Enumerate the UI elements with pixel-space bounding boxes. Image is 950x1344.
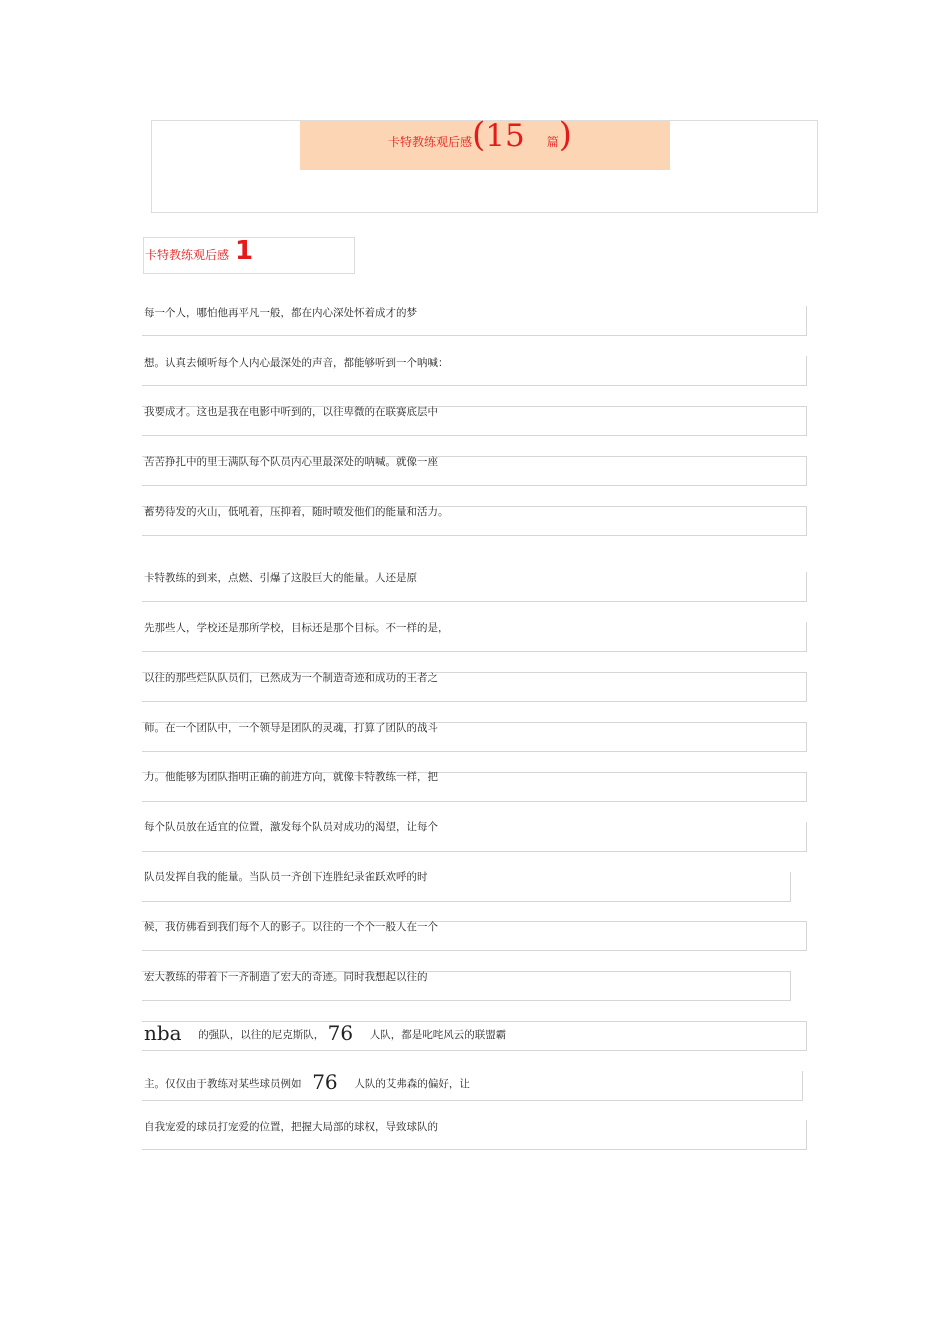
inline-text: 主。仅仅由于教练对某些球员例如 xyxy=(144,1078,302,1090)
body-line: 宏大教练的带着下一齐制造了宏大的奇迹。同时我想起以往的 xyxy=(144,971,428,983)
section-number: 1 xyxy=(235,236,254,266)
body-line: 蓄势待发的火山，低吼着，压抑着，随时喷发他们的能量和活力。 xyxy=(144,506,449,518)
inline-large-number: 76 xyxy=(327,1021,354,1045)
body-line: 卡特教练的到来，点燃、引爆了这股巨大的能量。人还是原 xyxy=(144,572,417,584)
section-heading xyxy=(145,236,253,266)
body-line: 师。在一个团队中，一个领导是团队的灵魂，打算了团队的战斗 xyxy=(144,722,438,734)
body-line: 每个队员放在适宜的位置，激发每个队员对成功的渴望，让每个 xyxy=(144,821,438,833)
title-close-paren: ) xyxy=(558,115,573,155)
section-label: 卡特教练观后感 xyxy=(145,248,230,262)
inline-text: 人队的艾弗森的偏好，让 xyxy=(354,1078,470,1090)
inline-large-text: nba xyxy=(144,1021,182,1045)
body-line: 想。认真去倾听每个人内心最深处的声音，都能够听到一个呐喊： xyxy=(144,357,449,369)
title-open-paren: ( xyxy=(472,115,486,155)
body-line: 先那些人，学校还是那所学校，目标还是那个目标。不一样的是， xyxy=(144,622,449,634)
body-line: 每一个人，哪怕他再平凡一般，都在内心深处怀着成才的梦 xyxy=(144,307,417,319)
body-line: 自我宠爱的球员打宠爱的位置，把握大局部的球权，导致球队的 xyxy=(144,1121,438,1133)
title-unit: 篇 xyxy=(546,135,559,149)
inline-text: 的强队，以往的尼克斯队， xyxy=(198,1029,325,1041)
inline-large-number: 76 xyxy=(312,1070,338,1094)
title-count: 15 xyxy=(485,118,525,154)
body-line: 苦苦挣扎中的里士满队每个队员内心里最深处的呐喊。就像一座 xyxy=(144,456,438,468)
body-line xyxy=(144,1021,507,1045)
title-prefix: 卡特教练观后感 xyxy=(388,135,473,149)
inline-text: 人队，都是叱咤风云的联盟霸 xyxy=(369,1029,507,1041)
body-line: 以往的那些烂队队员们，已然成为一个制造奇迹和成功的王者之 xyxy=(144,672,438,684)
body-line: 我要成才。这也是我在电影中听到的，以往卑微的在联赛底层中 xyxy=(144,406,438,418)
body-line: 队员发挥自我的能量。当队员一齐创下连胜纪录雀跃欢呼的时 xyxy=(144,871,428,883)
document-title xyxy=(388,115,573,155)
body-line: 力。他能够为团队指明正确的前进方向，就像卡特教练一样，把 xyxy=(144,771,438,783)
body-line: 候，我仿佛看到我们每个人的影子。以往的一个个一般人在一个 xyxy=(144,921,438,933)
body-line xyxy=(144,1070,470,1094)
